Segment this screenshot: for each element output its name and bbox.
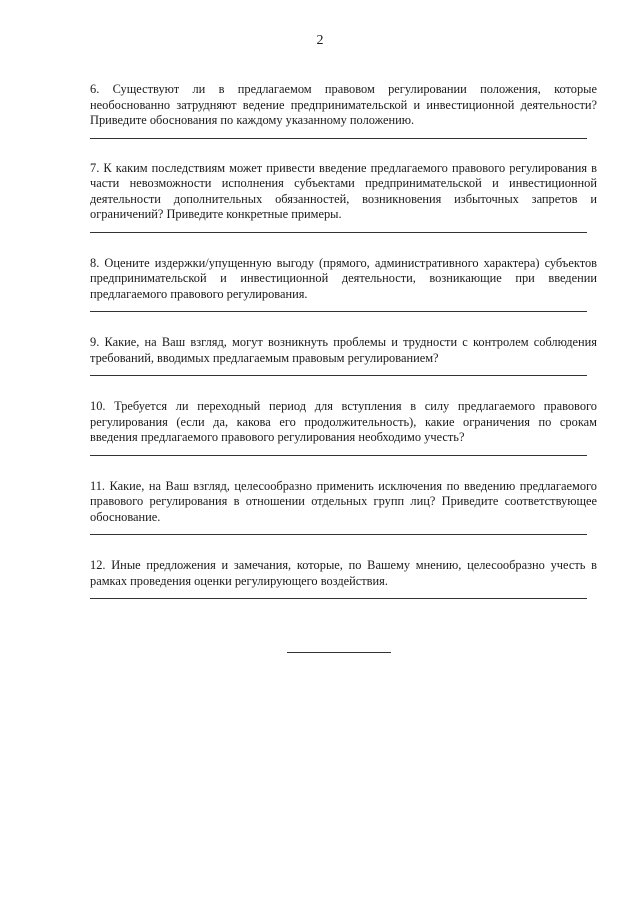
question-8-text: 8. Оцените издержки/упущенную выгоду (прямого, административного характера) субъектов предпринимательской и инвестиционной деятельности, возникающие при введении предлагаемого правового регулирования.	[90, 255, 597, 301]
question-9-text: 9. Какие, на Ваш взгляд, могут возникнуть проблемы и трудности с контролем соблюдения требований, вводимых предлагаемым правовым регулированием?	[90, 335, 597, 365]
question-6-text: 6. Существуют ли в предлагаемом правовом регулировании положения, которые необоснованно затрудняют ведение предпринимательской и инвестиционной деятельности? Приведите обоснования по каждому указанному положению.	[90, 82, 597, 127]
answer-line-7[interactable]	[90, 232, 587, 233]
question-11	[90, 479, 597, 536]
answer-line-12[interactable]	[90, 598, 587, 599]
question-6	[90, 82, 597, 139]
question-12-text: 12. Иные предложения и замечания, которые, по Вашему мнению, целесообразно учесть в рамках проведения оценки регулирующего воздействия.	[90, 558, 597, 588]
question-11-text: 11. Какие, на Ваш взгляд, целесообразно применить исключения по введению предлагаемого правового регулирования в отношении отдельных групп лиц? Приведите соответствующее обоснование.	[90, 478, 597, 524]
question-8	[90, 256, 597, 313]
answer-line-6[interactable]	[90, 138, 587, 139]
question-9	[90, 335, 597, 376]
question-7	[90, 161, 597, 233]
answer-line-10[interactable]	[90, 455, 587, 456]
answer-line-11[interactable]	[90, 534, 587, 535]
page-number: 2	[316, 33, 324, 48]
question-7-text: 7. К каким последствиям может привести введение предлагаемого правового регулирования в части невозможности исполнения субъектами предпринимательской и инвестиционной деятельности дополнительных обязанностей, возникновения избыточных запретов и ограничений? Приведите конкретные примеры.	[90, 160, 597, 221]
end-of-document-rule	[287, 652, 391, 653]
question-10-text: 10. Требуется ли переходный период для вступления в силу предлагаемого правового регулирования (если да, какова его продолжительность), какие ограничения по срокам введения предлагаемого правового регулирования необходимо учесть?	[90, 399, 597, 444]
answer-line-8[interactable]	[90, 311, 587, 312]
questionnaire	[90, 80, 597, 599]
question-10	[90, 399, 597, 456]
answer-line-9[interactable]	[90, 375, 587, 376]
question-12	[90, 558, 597, 599]
